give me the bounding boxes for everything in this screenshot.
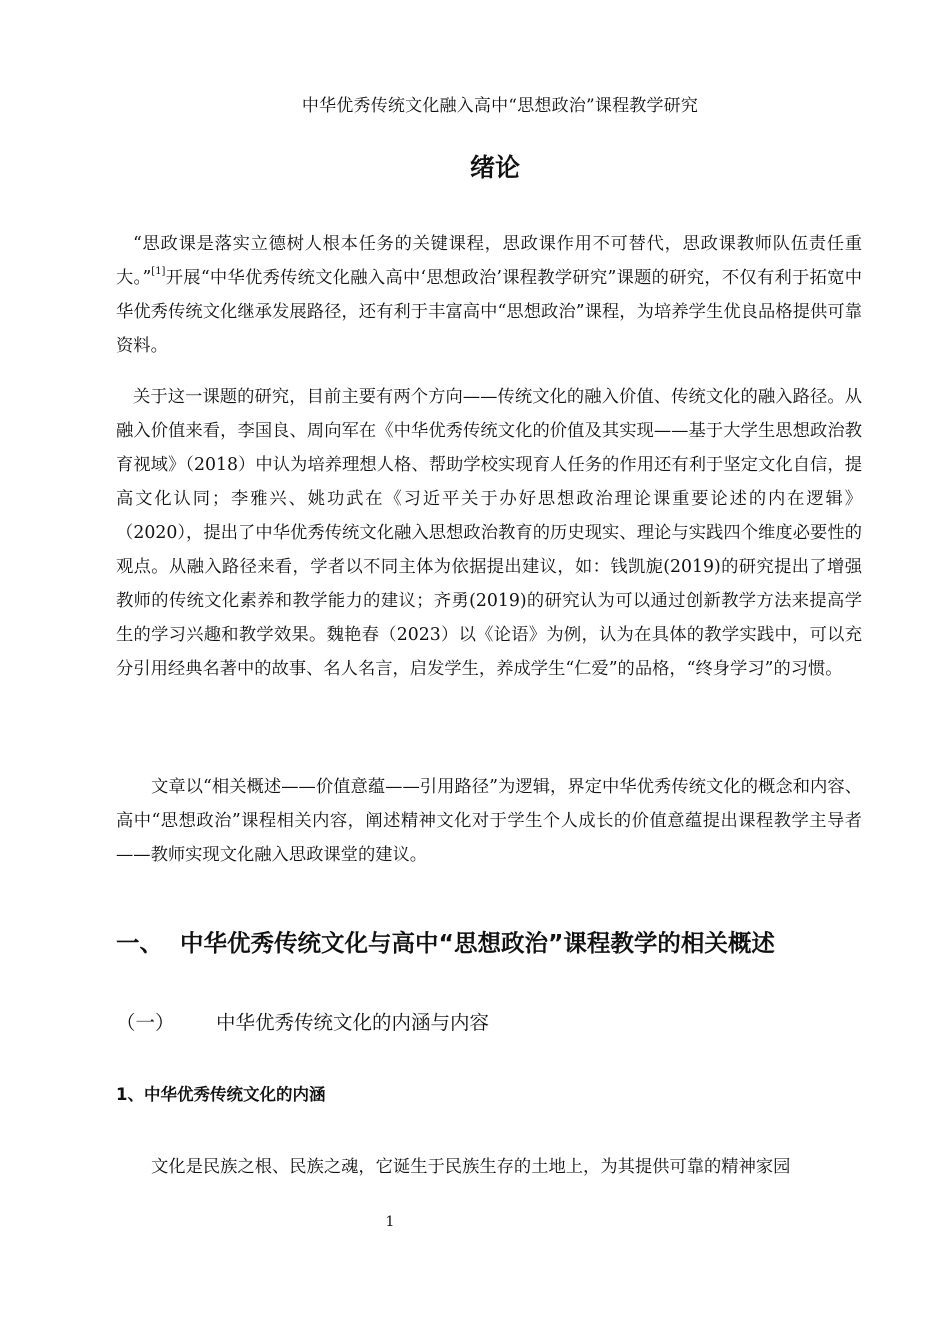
page-number: 1: [385, 1214, 395, 1230]
paragraph-culture: 文化是民族之根、民族之魂，它诞生于民族生存的土地上，为其提供可靠的精神家园: [151, 1157, 791, 1177]
subsection-title: 中华优秀传统文化的内涵与内容: [216, 1011, 490, 1034]
section-number: 一、: [116, 929, 163, 957]
chapter-title: 绪论: [469, 153, 520, 182]
running-header-title: 中华优秀传统文化融入高中“思想政治”课程教学研究: [301, 96, 699, 116]
paragraph-structure: 文章以“相关概述——价值意蕴——引用路径”为逻辑，界定中华优秀传统文化的概念和内容、高中“思想政治”课程相关内容，阐述精神文化对于学生个人成长的价值意蕴提出课程教学主导者——教师实现文化融入思政课堂的建议。: [116, 777, 862, 865]
subsection-number: （一）: [116, 1011, 175, 1034]
subsection-heading: [116, 1007, 816, 1035]
paragraph-literature-review: 关于这一课题的研究，目前主要有两个方向——传统文化的融入价值、传统文化的融入路径。从融入价值来看，李国良、周向军在《中华优秀传统文化的价值及其实现——基于大学生思想政治教育视域》（2018）中认为培养理想人格、帮助学校实现育人任务的作用还有利于坚定文化自信，提高文化认同；李雅兴、姚功武在《习近平关于办好思想政治理论课重要论述的内在逻辑》（2020），提出了中华优秀传统文化融入思想政治教育的历史现实、理论与实践四个维度必要性的观点。从融入路径来看，学者以不同主体为依据提出建议，如：钱凯旎(2019)的研究提出了增强教师的传统文化素养和教学能力的建议；齐勇(2019)的研究认为可以通过创新教学方法来提高学生的学习兴趣和教学效果。魏艳春（2023）以《论语》为例，认为在具体的教学实践中，可以充分引用经典名著中的故事、名人名言，启发学生，养成学生“仁爱”的品格，“终身学习”的习惯。: [116, 387, 862, 679]
citation-reference[interactable]: [1]: [151, 266, 166, 277]
subsubsection-heading: 1、中华优秀传统文化的内涵: [116, 1085, 326, 1104]
intro-quote-text: “思政课是落实立德树人根本任务的关键课程，思政课作用不可替代，思政课教师队伍责任重大。”: [116, 234, 862, 288]
intro-body-text: 开展“中华优秀传统文化融入高中‘思想政治’课程教学研究”课题的研究，不仅有利于拓宽中华优秀传统文化继承发展路径，还有利于丰富高中“思想政治”课程，为培养学生优良品格提供可靠资料。: [116, 268, 862, 356]
section-heading: [116, 924, 876, 958]
section-title: 中华优秀传统文化与高中“思想政治”课程教学的相关概述: [180, 929, 775, 957]
paragraph-intro: [116, 227, 862, 363]
